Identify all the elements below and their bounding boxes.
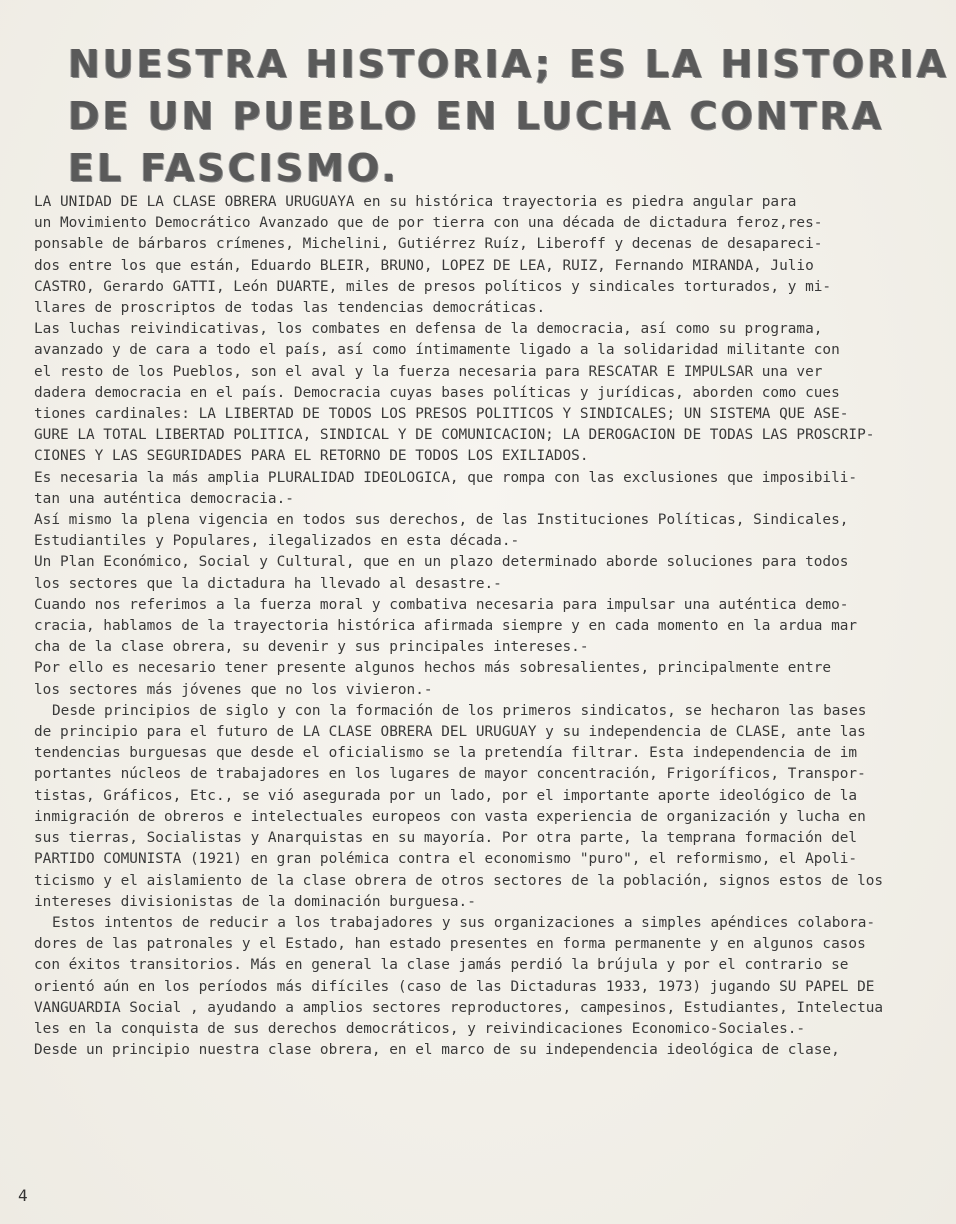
text-line: tistas, Gráficos, Etc., se vió asegurada por un lado, por el importante aporte ideológico de la bbox=[34, 787, 858, 804]
text-line: tan una auténtica democracia.- bbox=[34, 490, 294, 507]
page-number: 4 bbox=[18, 1186, 28, 1205]
paragraph bbox=[34, 913, 924, 1061]
text-line: sus tierras, Socialistas y Anarquistas en su mayoría. Por otra parte, la temprana formación del bbox=[34, 830, 858, 847]
text-line: Cuando nos referimos a la fuerza moral y combativa necesaria para impulsar una auténtica demo- bbox=[34, 596, 849, 613]
text-line: PARTIDO COMUNISTA (1921) en gran polémica contra el economismo "puro", el reformismo, el Apoli- bbox=[34, 851, 858, 868]
paragraph bbox=[34, 658, 924, 700]
text-line: orientó aún en los períodos más difíciles (caso de las Dictaduras 1933, 1973) jugando SU PAPEL DE bbox=[34, 978, 875, 995]
text-line: con éxitos transitorios. Más en general la clase jamás perdió la brújula y por el contrario se bbox=[34, 957, 849, 974]
text-line: les en la conquista de sus derechos democráticos, y reivindicaciones Economico-Sociales.- bbox=[34, 1020, 806, 1037]
text-line: tiones cardinales: LA LIBERTAD DE TODOS LOS PRESOS POLITICOS Y SINDICALES; UN SISTEMA QUE ASE- bbox=[34, 406, 849, 423]
text-line: un Movimiento Democrático Avanzado que de por tierra con una década de dictadura feroz,res- bbox=[34, 215, 823, 232]
paragraph bbox=[34, 510, 924, 552]
text-line: avanzado y de cara a todo el país, así como íntimamente ligado a la solidaridad militante con bbox=[34, 342, 840, 359]
text-line: inmigración de obreros e intelectuales europeos con vasta experiencia de organización y lucha en bbox=[34, 808, 866, 825]
text-line: LA UNIDAD DE LA CLASE OBRERA URUGUAYA en su histórica trayectoria es piedra angular para bbox=[34, 194, 797, 210]
text-line: Desde principios de siglo y con la formación de los primeros sindicatos, se hecharon las bases bbox=[52, 702, 867, 719]
paragraph bbox=[34, 595, 924, 659]
paragraph bbox=[34, 552, 924, 594]
text-line: VANGUARDIA Social , ayudando a amplios sectores reproductores, campesinos, Estudiantes, Intelectua bbox=[34, 999, 884, 1016]
text-line: portantes núcleos de trabajadores en los lugares de mayor concentración, Frigoríficos, Transpor- bbox=[34, 766, 866, 783]
title-line-2: DE UN PUEBLO EN LUCHA CONTRA bbox=[68, 94, 885, 138]
paragraph bbox=[34, 468, 924, 510]
paragraph bbox=[34, 319, 924, 467]
paragraph bbox=[34, 701, 924, 913]
text-line: los sectores más jóvenes que no los vivieron.- bbox=[34, 681, 433, 698]
text-line: los sectores que la dictadura ha llevado al desastre.- bbox=[34, 575, 502, 592]
text-line: dadera democracia en el país. Democracia cuyas bases políticas y jurídicas, aborden como cues bbox=[34, 384, 840, 401]
text-line: GURE LA TOTAL LIBERTAD POLITICA, SINDICAL Y DE COMUNICACION; LA DEROGACION DE TODAS LAS PROSCRIP- bbox=[34, 427, 875, 444]
text-line: Estos intentos de reducir a los trabajadores y sus organizaciones a simples apéndices colabora- bbox=[52, 914, 876, 931]
text-line: tendencias burguesas que desde el oficialismo se la pretendía filtrar. Esta independencia de im bbox=[34, 745, 858, 762]
text-line: CIONES Y LAS SEGURIDADES PARA EL RETORNO DE TODOS LOS EXILIADOS. bbox=[34, 448, 589, 465]
text-line: Un Plan Económico, Social y Cultural, que en un plazo determinado aborde soluciones para todos bbox=[34, 554, 849, 571]
text-line: Por ello es necesario tener presente algunos hechos más sobresalientes, principalmente entre bbox=[34, 660, 832, 677]
text-line: llares de proscriptos de todas las tendencias democráticas. bbox=[34, 300, 546, 317]
text-line: intereses divisionistas de la dominación burguesa.- bbox=[34, 893, 476, 910]
document-body bbox=[34, 192, 924, 1061]
title-line-1: NUESTRA HISTORIA; ES LA HISTORIA bbox=[68, 42, 950, 86]
text-line: cracia, hablamos de la trayectoria histórica afirmada siempre y en cada momento en la ardua mar bbox=[34, 618, 858, 635]
text-line: cha de la clase obrera, su devenir y sus principales intereses.- bbox=[34, 639, 589, 656]
text-line: de principio para el futuro de LA CLASE OBRERA DEL URUGUAY y su independencia de CLASE, ante las bbox=[34, 724, 866, 741]
text-line: Estudiantiles y Populares, ilegalizados en esta década.- bbox=[34, 533, 520, 550]
text-line: ticismo y el aislamiento de la clase obrera de otros sectores de la población, signos estos de los bbox=[34, 872, 884, 889]
text-line: el resto de los Pueblos, son el aval y la fuerza necesaria para RESCATAR E IMPULSAR una ver bbox=[34, 363, 823, 380]
text-line: Desde un principio nuestra clase obrera, en el marco de su independencia ideológica de clase, bbox=[34, 1042, 840, 1059]
title-line-3: EL FASCISMO. bbox=[68, 146, 399, 190]
page-title bbox=[68, 38, 950, 194]
text-line: dores de las patronales y el Estado, han estado presentes en forma permanente y en algunos casos bbox=[34, 936, 866, 953]
text-line: ponsable de bárbaros crímenes, Michelini, Gutiérrez Ruíz, Liberoff y decenas de desapareci- bbox=[34, 236, 823, 253]
paragraph bbox=[34, 192, 924, 319]
text-line: Las luchas reivindicativas, los combates en defensa de la democracia, así como su programa, bbox=[34, 321, 823, 338]
text-line: CASTRO, Gerardo GATTI, León DUARTE, miles de presos políticos y sindicales torturados, y mi- bbox=[34, 278, 832, 295]
text-line: dos entre los que están, Eduardo BLEIR, BRUNO, LOPEZ DE LEA, RUIZ, Fernando MIRANDA, Julio bbox=[34, 257, 814, 274]
text-line: Es necesaria la más amplia PLURALIDAD IDEOLOGICA, que rompa con las exclusiones que imposibili- bbox=[34, 469, 858, 486]
text-line: Así mismo la plena vigencia en todos sus derechos, de las Instituciones Políticas, Sindicales, bbox=[34, 512, 849, 529]
